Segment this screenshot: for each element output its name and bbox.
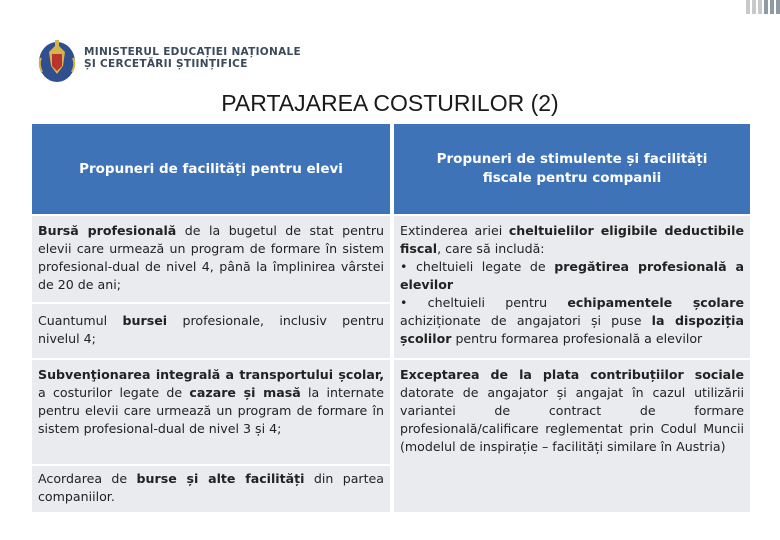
right-cell-1-bold-1: cheltuielilor eligibile deductibile fiscal [400, 223, 744, 256]
left-cell-1 [32, 216, 390, 302]
left-cell-4-text-b: din partea companiilor. [38, 471, 384, 504]
right-cell-1-text-6: pentru formarea profesională a elevilor [451, 331, 703, 346]
corner-decoration [740, 0, 780, 14]
right-cell-2-text: datorate de angajator și angajat în cazul utilizării variantei de contract de formare profesională/calificare reglementat prin Codul Muncii (modelul de inspirație – facilități similare în Austria) [400, 385, 744, 454]
right-cell-1-text-3: • cheltuieli legate de [400, 259, 555, 274]
right-cell-1-text-1: Extinderea ariei [400, 223, 509, 238]
right-cell-1-text-5: achiziționate de angajatori și puse [400, 313, 652, 328]
left-cell-2-text-b: profesionale, inclusiv pentru nivelul 4; [38, 313, 384, 346]
ministry-line-2: ȘI CERCETĂRII ȘTIINȚIFICE [84, 58, 248, 70]
ministry-name [84, 46, 301, 70]
left-cell-3-bold-1: Subvenţionarea integrală a transportului școlar, [38, 367, 384, 382]
header-left [32, 124, 390, 214]
right-cell-1-bold-4: la dispoziția școlilor [400, 313, 744, 346]
right-cell-1-bold-3: echipamentele școlare [567, 295, 744, 310]
ministry-line-1: MINISTERUL EDUCAȚIEI NAȚIONALE [84, 46, 302, 58]
left-cell-4-text-a: Acordarea de [38, 471, 137, 486]
left-cell-1-text: de la bugetul de stat pentru elevii care urmează un program de formare în sistem profesional-dual de nivel 4, până la împlinirea vârstei de 20 de ani; [38, 223, 384, 292]
header-left-label: Propuneri de facilități pentru elevi [79, 160, 343, 177]
slide-title: PARTAJAREA COSTURILOR (2) [221, 90, 559, 116]
right-cell-1-text-4: • cheltuieli pentru [400, 295, 568, 310]
left-cell-3-text-1: a costurilor legate de [38, 385, 190, 400]
right-cell-2 [394, 360, 750, 512]
coat-of-arms-icon [36, 36, 78, 84]
right-cell-1 [394, 216, 750, 358]
left-cell-4-bold: burse și alte facilități [136, 471, 305, 486]
left-cell-3 [32, 360, 390, 464]
right-cell-1-bold-2: pregătirea profesională a elevilor [400, 259, 744, 292]
left-cell-3-text-2: la internate pentru elevii care urmează un program de formare în sistem profesional-dual de nivel 3 și 4; [38, 385, 384, 436]
header-right-line-1: Propuneri de stimulente și facilități [436, 151, 708, 167]
left-cell-4 [32, 466, 390, 512]
right-cell-1-text-2: , care să includă: [437, 241, 545, 256]
left-cell-2-text-a: Cuantumul [38, 313, 123, 328]
right-cell-2-bold: Exceptarea de la plata contribuțiilor sociale [400, 367, 744, 382]
left-cell-2-bold: bursei [122, 313, 168, 328]
header-right-line-2: fiscale pentru companii [482, 170, 662, 186]
left-cell-3-bold-2: cazare și masă [189, 385, 301, 400]
left-cell-2 [32, 304, 390, 358]
header-right [394, 124, 750, 214]
left-cell-1-bold: Bursă profesională [38, 223, 177, 238]
